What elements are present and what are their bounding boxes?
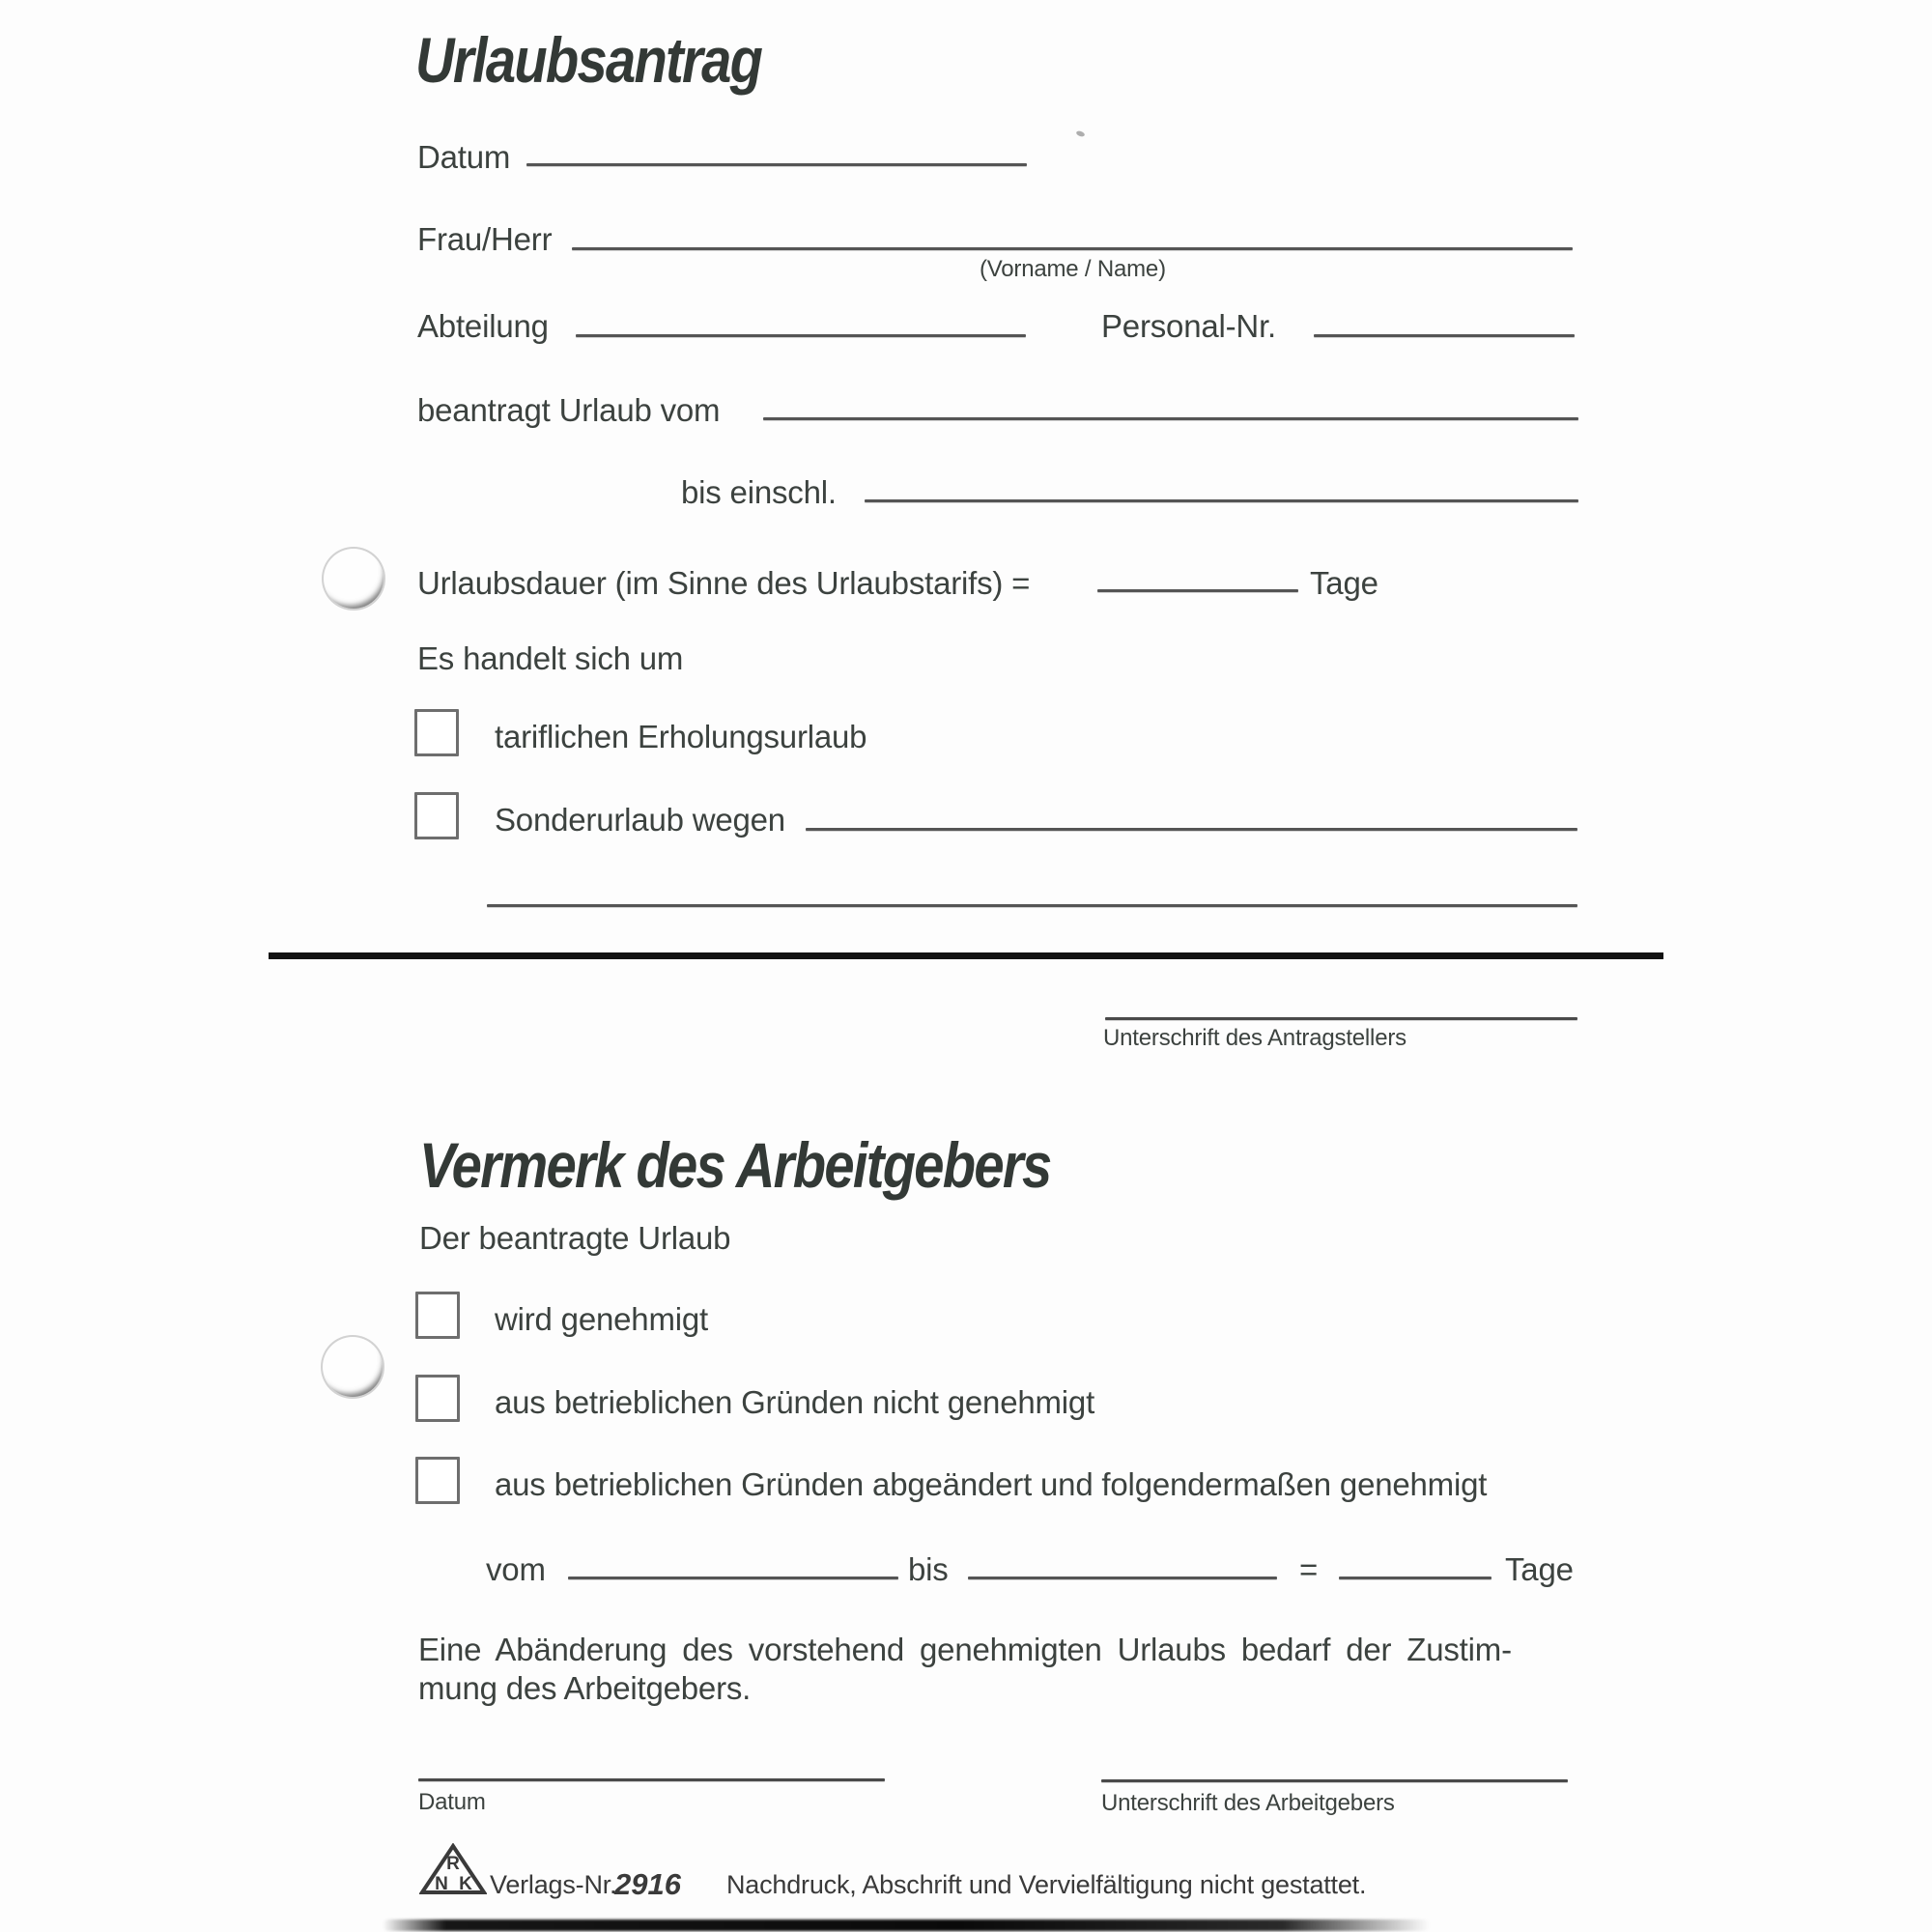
type-intro-label: Es handelt sich um xyxy=(417,640,684,676)
bottom-scan-edge xyxy=(383,1919,1430,1931)
approved-until-label: bis xyxy=(908,1551,949,1587)
amendment-note-line2: mung des Arbeitgebers. xyxy=(418,1670,752,1706)
logo-letter-n: N xyxy=(435,1874,448,1894)
duration-label: Urlaubsdauer (im Sinne des Urlaubstarifs) = xyxy=(417,565,1031,601)
approved-days-unit: Tage xyxy=(1505,1551,1574,1587)
duration-unit-label: Tage xyxy=(1310,565,1378,601)
name-line[interactable] xyxy=(572,247,1573,250)
approved-checkbox[interactable] xyxy=(415,1292,460,1339)
employer-intro-label: Der beantragte Urlaub xyxy=(419,1220,731,1256)
publisher-number-value: 2916 xyxy=(614,1867,681,1901)
personnel-number-label: Personal-Nr. xyxy=(1101,308,1277,344)
vacation-from-label: beantragt Urlaub vom xyxy=(417,392,721,428)
approved-days-line[interactable] xyxy=(1339,1577,1492,1579)
name-label: Frau/Herr xyxy=(417,221,553,257)
tariff-vacation-label: tariflichen Erholungsurlaub xyxy=(495,719,867,754)
date-label: Datum xyxy=(417,139,511,175)
special-leave-label: Sonderurlaub wegen xyxy=(495,802,785,838)
applicant-signature-line[interactable] xyxy=(1105,1017,1577,1020)
form-title: Urlaubsantrag xyxy=(415,24,762,96)
modified-label: aus betrieblichen Gründen abgeändert und folgendermaßen genehmigt xyxy=(495,1466,1488,1502)
employer-date-line[interactable] xyxy=(418,1778,885,1781)
employer-date-label: Datum xyxy=(418,1789,486,1815)
amendment-note-line1: Eine Abänderung des vorstehend genehmigten Urlaubs bedarf der Zustim- xyxy=(418,1632,1512,1667)
date-line[interactable] xyxy=(526,163,1027,166)
vacation-until-label: bis einschl. xyxy=(681,474,837,510)
logo-letter-r: R xyxy=(446,1854,460,1874)
copyright-notice: Nachdruck, Abschrift und Vervielfältigung nicht gestattet. xyxy=(726,1870,1367,1899)
rejected-checkbox[interactable] xyxy=(415,1375,460,1422)
vacation-from-line[interactable] xyxy=(763,417,1578,420)
vacation-until-line[interactable] xyxy=(865,499,1578,502)
approved-label: wird genehmigt xyxy=(495,1301,708,1337)
department-line[interactable] xyxy=(576,334,1026,337)
employer-section-title: Vermerk des Arbeitgebers xyxy=(419,1129,1051,1201)
approved-from-line[interactable] xyxy=(568,1577,898,1579)
name-hint: (Vorname / Name) xyxy=(980,256,1166,282)
personnel-number-line[interactable] xyxy=(1314,334,1575,337)
equals-sign: = xyxy=(1299,1551,1319,1587)
applicant-signature-label: Unterschrift des Antragstellers xyxy=(1103,1025,1406,1051)
logo-letter-k: K xyxy=(459,1874,472,1894)
special-leave-reason-line[interactable] xyxy=(806,828,1577,831)
employer-signature-line[interactable] xyxy=(1101,1779,1568,1782)
modified-checkbox[interactable] xyxy=(415,1457,460,1504)
section-divider xyxy=(269,952,1663,959)
tariff-vacation-checkbox[interactable] xyxy=(414,709,459,756)
publisher-number-label: Verlags-Nr. xyxy=(490,1870,617,1899)
duration-line[interactable] xyxy=(1097,589,1298,592)
approved-from-label: vom xyxy=(486,1551,546,1587)
rnk-publisher-logo xyxy=(419,1843,487,1895)
rejected-label: aus betrieblichen Gründen nicht genehmigt xyxy=(495,1384,1095,1420)
employer-signature-label: Unterschrift des Arbeitgebers xyxy=(1101,1790,1395,1816)
department-label: Abteilung xyxy=(417,308,549,344)
special-leave-checkbox[interactable] xyxy=(414,792,459,839)
scan-speck xyxy=(1075,130,1085,138)
approved-until-line[interactable] xyxy=(968,1577,1277,1579)
punch-hole-bottom xyxy=(321,1335,384,1399)
punch-hole-top xyxy=(322,547,385,611)
reason-continuation-line[interactable] xyxy=(487,904,1577,907)
